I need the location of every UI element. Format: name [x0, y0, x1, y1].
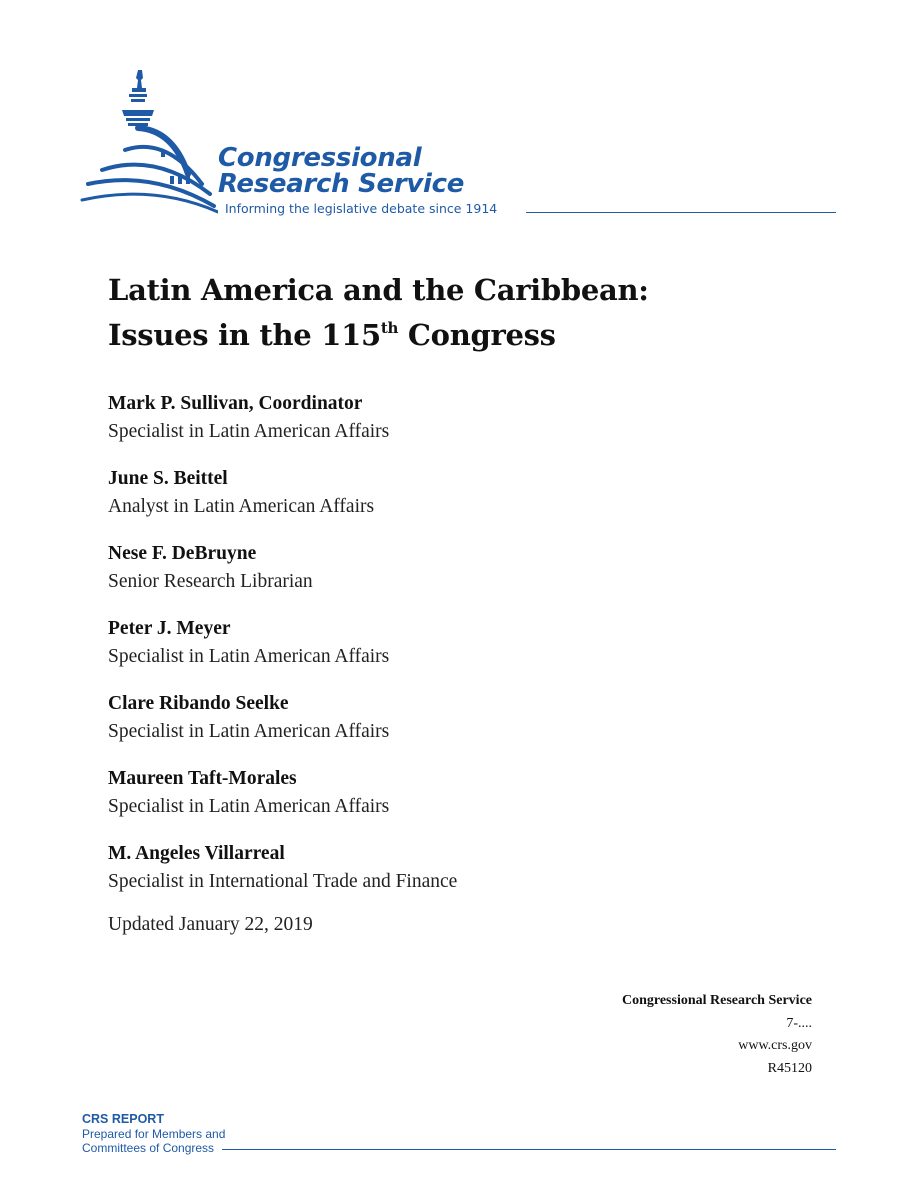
author-entry — [108, 540, 708, 615]
author-role: Analyst in Latin American Affairs — [108, 496, 375, 517]
author-role: Specialist in Latin American Affairs — [108, 421, 390, 442]
footer-line-2: Prepared for Members and — [82, 1127, 226, 1141]
author-entry — [108, 765, 708, 840]
author-name: Maureen Taft-Morales — [108, 768, 297, 789]
logo-wordmark — [218, 143, 464, 199]
crs-website-link[interactable]: www.crs.gov — [738, 1038, 812, 1053]
author-name: Mark P. Sullivan, Coordinator — [108, 393, 363, 414]
logo-divider — [526, 212, 836, 213]
footer-divider — [222, 1149, 836, 1150]
title-line-2-pre: Issues in the 115 — [108, 318, 381, 352]
title-line-1: Latin America and the Caribbean: — [108, 273, 649, 307]
author-role: Senior Research Librarian — [108, 571, 313, 592]
crs-org-name: Congressional Research Service — [621, 993, 812, 1008]
author-name: M. Angeles Villarreal — [108, 843, 285, 864]
author-entry — [108, 465, 708, 540]
author-role: Specialist in International Trade and Finance — [108, 871, 458, 892]
crs-report-footer — [82, 1112, 225, 1155]
author-list — [108, 390, 708, 915]
author-entry — [108, 840, 708, 915]
logo-line-2: Research Service — [218, 169, 465, 199]
title-line-2-post: Congress — [398, 318, 556, 352]
author-name: Peter J. Meyer — [108, 618, 231, 639]
logo-tagline: Informing the legislative debate since 1914 — [225, 201, 498, 216]
logo-line-1: Congressional — [218, 143, 422, 173]
crs-code: 7-.... — [786, 1015, 812, 1031]
footer-label: CRS REPORT — [82, 1112, 164, 1126]
author-name: Clare Ribando Seelke — [108, 693, 289, 714]
title-superscript: th — [380, 319, 399, 337]
author-role: Specialist in Latin American Affairs — [108, 721, 390, 742]
author-name: Nese F. DeBruyne — [108, 543, 257, 564]
author-role: Specialist in Latin American Affairs — [108, 646, 390, 667]
footer-line-3: Committees of Congress — [82, 1141, 215, 1155]
report-title — [108, 268, 649, 358]
author-entry — [108, 615, 708, 690]
author-entry — [108, 690, 708, 765]
author-name: June S. Beittel — [108, 468, 228, 489]
capitol-dome-icon — [78, 66, 218, 216]
updated-date: Updated January 22, 2019 — [108, 914, 313, 935]
author-role: Specialist in Latin American Affairs — [108, 796, 390, 817]
report-number: R45120 — [767, 1060, 812, 1076]
crs-info-block — [622, 990, 812, 1080]
author-entry — [108, 390, 708, 465]
